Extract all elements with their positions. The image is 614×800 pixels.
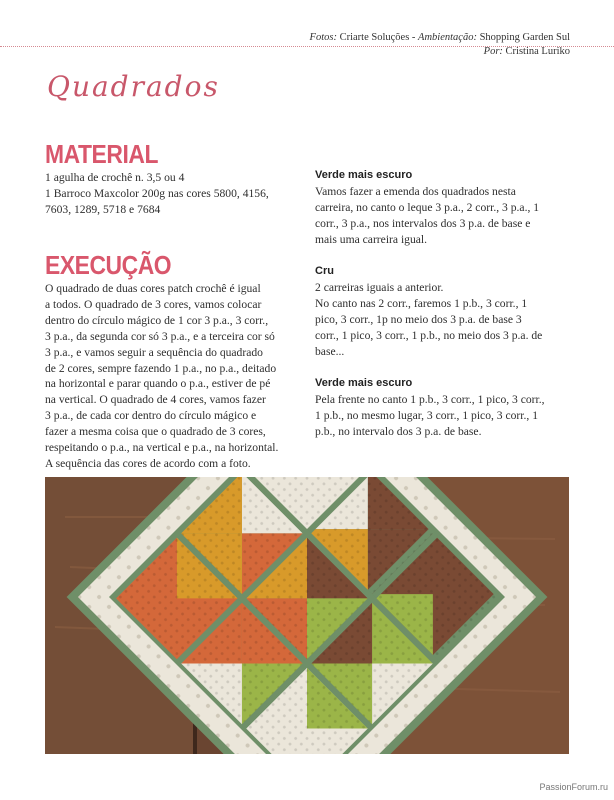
- placemat-photo: [45, 477, 569, 754]
- execucao-line: de 2 cores, sempre fazendo 1 p.a., no p.a., deitado: [45, 361, 277, 375]
- step-line: corr., 3 p.a., nos intervalos dos 3 p.a. de base e: [315, 216, 531, 230]
- material-heading: MATERIAL: [45, 139, 158, 169]
- material-line: 1 agulha de crochê n. 3,5 ou 4: [45, 171, 185, 184]
- material-list: [45, 170, 269, 218]
- execucao-line: na horizontal e parar quando o p.a., estiver de pé: [45, 377, 271, 391]
- fotos-value: Criarte Soluções: [339, 32, 410, 43]
- step-line: No canto nas 2 corr., faremos 1 p.b., 3 corr., 1: [315, 296, 528, 310]
- watermark: PassionForum.ru: [539, 782, 608, 792]
- step-heading-verde-2: Verde mais escuro: [315, 377, 413, 389]
- execucao-line: A sequência das cores de acordo com a foto.: [45, 456, 251, 470]
- execucao-line: na vertical. O quadrado de 4 cores, vamos fazer: [45, 393, 266, 407]
- execucao-line: dentro do círculo mágico de 1 cor 3 p.a., 3 corr.,: [45, 313, 269, 327]
- credits-line-1: [310, 31, 570, 45]
- step-line: corr., 1 pico, 3 corr., 1 p.b., no meio dos 3 p.a. de: [315, 328, 543, 342]
- fotos-label: Fotos:: [309, 32, 337, 43]
- execucao-heading: EXECUÇÃO: [45, 250, 172, 280]
- por-label: Por:: [483, 46, 503, 57]
- ambientacao-value: Shopping Garden Sul: [479, 32, 570, 43]
- ambientacao-label: Ambientação:: [418, 32, 477, 43]
- step-text-verde-1: [315, 184, 575, 248]
- execucao-line: 3 p.a., e vamos seguir a sequência do quadrado: [45, 345, 263, 359]
- material-line: 1 Barroco Maxcolor 200g nas cores 5800, 4156,: [45, 186, 269, 200]
- execucao-line: O quadrado de duas cores patch crochê é igual: [45, 282, 261, 295]
- execucao-line: respeitando o p.a., na vertical e p.a., na horizontal.: [45, 441, 279, 455]
- step-line: pico, 3 corr., 1p no meio dos 3 p.a. de base 3: [315, 312, 522, 326]
- header-dotted-divider: [0, 46, 614, 47]
- page-title: Quadrados: [47, 70, 220, 103]
- placemat-illustration: [45, 477, 569, 754]
- execucao-line: a todos. O quadrado de 3 cores, vamos colocar: [45, 297, 262, 311]
- step-line: carreira, no canto o leque 3 p.a., 2 corr., 3 p.a., 1: [315, 200, 540, 214]
- step-text-cru: [315, 280, 575, 360]
- step-line: 1 p.b., no mesmo lugar, 3 corr., 1 pico, 3 corr., 1: [315, 408, 538, 422]
- step-line: p.b., no intervalo dos 3 p.a. de base.: [315, 424, 482, 438]
- credits-line-2: [310, 45, 570, 59]
- step-line: Vamos fazer a emenda dos quadrados nesta: [315, 185, 516, 198]
- por-value: Cristina Luriko: [505, 46, 570, 57]
- step-heading-verde-1: Verde mais escuro: [315, 169, 413, 181]
- execucao-line: 3 p.a., de cada cor dentro do círculo mágico e: [45, 409, 257, 423]
- step-line: Pela frente no canto 1 p.b., 3 corr., 1 pico, 3 corr.,: [315, 393, 545, 406]
- step-line: 2 carreiras iguais a anterior.: [315, 281, 444, 294]
- execucao-line: 3 p.a., da segunda cor só 3 p.a., e a terceira cor só: [45, 329, 275, 343]
- execucao-text: [45, 281, 307, 472]
- execucao-line: fazer a mesma coisa que o quadrado de 3 cores,: [45, 425, 266, 439]
- credits-separator: -: [409, 32, 419, 43]
- step-line: mais uma carreira igual.: [315, 232, 428, 246]
- step-text-verde-2: [315, 392, 575, 440]
- material-line: 7603, 1289, 5718 e 7684: [45, 202, 161, 216]
- photo-credits: [310, 31, 570, 59]
- step-line: base...: [315, 344, 345, 358]
- step-heading-cru: Cru: [315, 265, 334, 277]
